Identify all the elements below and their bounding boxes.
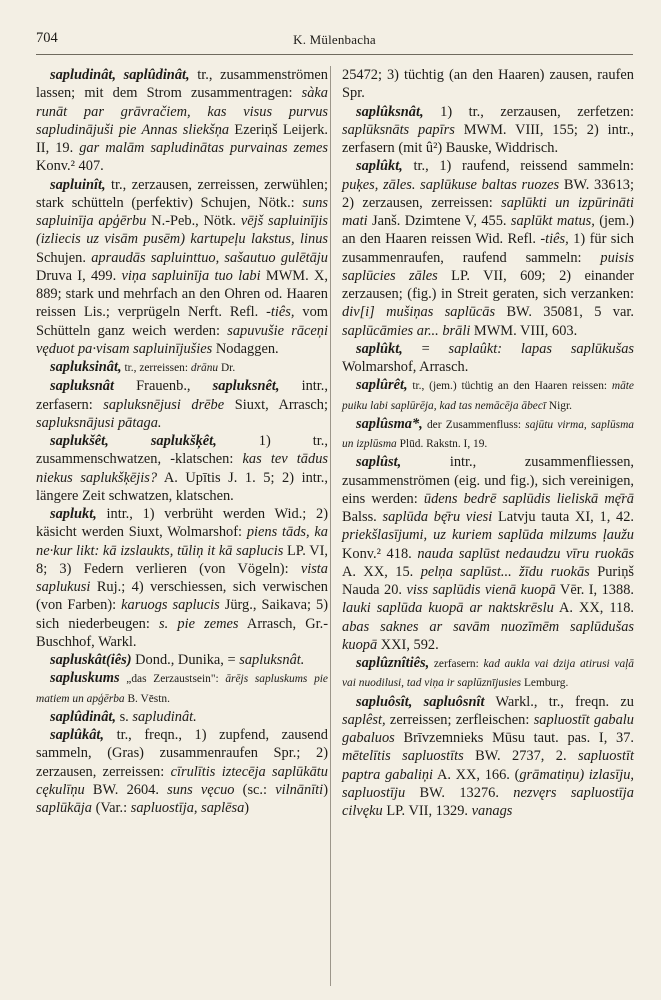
source-ref: BW. 35081, 5 var. (495, 304, 634, 321)
definition-text: intr., zusammenfliessen, zusammenströmen (eig. und fig.), sich vereinigen, eins werden: (342, 454, 634, 507)
column-divider (330, 66, 331, 986)
example-text: grāmatiņu) izlasīju, sapluostīju (342, 766, 634, 801)
source-ref: Schujen. (36, 249, 92, 266)
example-text: mētelītis sapluostīts (342, 748, 464, 765)
dictionary-entry (36, 432, 328, 505)
dictionary-entry (36, 726, 328, 817)
headword: saplûksnât, (356, 103, 424, 120)
definition-text: ) (323, 781, 328, 798)
headword: sapluskums (50, 670, 120, 687)
example-text: māte puiku labi saplūrēja, kad tas nemācēja ābecī (342, 380, 634, 412)
headword: saplûkt, (356, 158, 403, 175)
definition-text: tr., zusammenströmen lassen; mit dem Strom zusammentragen: (36, 67, 328, 102)
definition-text: (sc.: (234, 781, 276, 798)
right-column (342, 66, 634, 820)
source-ref: Siuxt, Arrasch; (224, 396, 328, 413)
example-text: gar malām sapludinātas purvainas zemes (79, 140, 328, 156)
definition-text: zerfasern: (429, 658, 484, 670)
headword: sapludinât, (50, 67, 116, 83)
example-text: nezvęrs sapluostīja cilvęku (342, 784, 634, 819)
dictionary-entry (342, 654, 634, 693)
example-text: suns sapluinīja apģērbu (36, 194, 328, 229)
source-ref: Latvju tauta XI, 1, 42. (492, 509, 634, 525)
page-number: 704 (36, 30, 58, 46)
example-text: karuogs saplucis (121, 597, 220, 614)
source-ref: Konv.² 418. (342, 545, 418, 562)
dictionary-entry-continued (342, 66, 634, 103)
definition-text: 25472; 3) tüchtig (an den Haaren) zausen, raufen Spr. (342, 67, 634, 102)
source-ref: Dr. (218, 362, 236, 374)
example-text: saplêst, (342, 711, 386, 728)
definition-text: MWM. X, 889; stark und mehrfach an den Ohren od. Haaren reissen Lis.; verprügeln Nerft. Refl. (36, 267, 328, 321)
dictionary-entry (36, 669, 328, 708)
source-ref: Dond., Dunika, = (131, 652, 240, 668)
example-text: puisis saplūcies zāles (342, 249, 634, 284)
source-ref: N.-Peb., Nötk. (146, 213, 241, 229)
definition-text: tr., (jem.) tüchtig an den Haaren reissen: (407, 380, 612, 393)
source-ref: Ezeriņš Leijerk. II, 19. (36, 121, 328, 156)
example-text: sapluksnât. (239, 652, 305, 668)
headword-variant: sapluksnêt, (212, 378, 280, 395)
left-column (36, 66, 328, 817)
definition-text: ) (244, 800, 250, 816)
source-ref: Balss. (342, 509, 383, 525)
definition-text: 1) tr., zerzausen, zerfetzen: (423, 103, 634, 120)
example-text: sapluostīt paptra gabaliņi (342, 748, 634, 783)
dictionary-entry (342, 453, 634, 654)
header-rule (36, 54, 633, 55)
definition-text: intr., zerfasern: (36, 378, 328, 413)
example-text: viss saplūdis vienā kuopā (406, 582, 556, 598)
headword: saplûrêt, (356, 377, 408, 394)
example-text: ārējs sapluskums pie matiem un apģērba (36, 673, 328, 705)
definition-text: „das Zerzaustsein": (119, 673, 226, 686)
example-text: saplūkt matus, (510, 213, 595, 229)
example-text: vanags (471, 803, 513, 819)
example-text: vējš sapluinījis (izliecis uz visām pusēm) kartupeļu lakstus, linus (36, 213, 328, 248)
example-text: suns vęcuo (167, 781, 235, 798)
headword-variant: sapluôsnît (423, 693, 485, 710)
source-ref: BW. 2604. (84, 781, 168, 798)
definition-text: LP. VI, 8; 3) Federn verlieren (von Vögeln): (36, 542, 329, 577)
source-ref: Arrasch, Gr.-Buschhof, Warkl. (36, 615, 329, 650)
headword: saplûdinât, (50, 708, 116, 725)
definition-text: der Zusammenfluss: (422, 418, 526, 431)
source-ref: MWM. VIII, 155; 2) intr., zerfasern (mit û²) Bauske, Widdrisch. (342, 121, 635, 156)
definition-text: BW. 33613; 2) zerzausen, zerreissen: (342, 176, 634, 211)
dictionary-entry (36, 651, 328, 669)
definition-text: s. (115, 708, 133, 725)
source-ref: A. XX, 166. ( (433, 766, 520, 783)
example-text: sajūtu virma, saplūsma un izplūsma (342, 418, 634, 450)
dictionary-entry (342, 693, 634, 821)
headword: sapluksnât (50, 378, 114, 395)
source-ref: Lemburg. (521, 677, 569, 690)
example-text: sapludinât. (132, 708, 197, 725)
source-ref: A. XX, 15. (342, 563, 421, 580)
headword-variant: saplukšķêt, (150, 433, 217, 449)
source-ref: BW. 13276. (405, 784, 514, 801)
example-text: -tiês, (540, 231, 569, 248)
headword: sapluinît, (50, 176, 106, 193)
example-text: cīrulītis iztecēja saplūkātu cękulīņu (36, 763, 328, 798)
example-text: kad aukla vai dzija atirusi vaļā vai nuodilusi, tad viņa ir saplūznījusies (342, 658, 634, 690)
definition-text: tr., zerzausen, zerreissen, zerwühlen; stark schütteln (perfektiv) Schujen, Nötk.: (36, 176, 328, 211)
example-text: div[i] mušiņas saplūcās (342, 304, 496, 321)
dictionary-entry (342, 157, 634, 340)
headword: saplûznîtiês, (356, 655, 430, 671)
definition-text: = (402, 340, 449, 357)
example-text: lauki saplūda kuopā ar naktskrēslu (342, 600, 554, 617)
headword: saplukt, (50, 506, 97, 522)
source-ref: Nodaggen. (212, 340, 279, 357)
source-ref: B. Vēstn. (124, 692, 170, 705)
headword: saplûst, (356, 454, 402, 471)
example-text: drānu (190, 362, 219, 374)
dictionary-entry (36, 377, 328, 432)
source-ref: Puriņš Nauda 20. (342, 563, 634, 598)
source-ref: BW. 2737, 2. (463, 748, 579, 765)
definition-text: (jem.) an den Haaren reissen Wid. Refl. (342, 213, 634, 248)
source-ref: Brīvzemnieks Mūsu taut. pas. I, 37. (394, 730, 634, 746)
source-ref: Plūd. Rakstn. I, 19. (396, 438, 488, 450)
page-header (36, 28, 633, 50)
example-text: vilnānīti (275, 781, 324, 798)
example-text: ūdens bedrē saplūdis lieliskā mę̄rā (423, 490, 634, 507)
example-text: puķes, zāles. saplūkuse baltas ruozes (342, 176, 560, 193)
example-text: piens tāds, ka ne·kur likt: kā izslaukts, tūliņ it kā saplucis (36, 524, 328, 559)
example-text: saplūkti un izpūrināti mati (342, 194, 634, 229)
dictionary-entry (36, 176, 328, 359)
running-head: K. Mülenbacha (293, 32, 376, 47)
example-text: -tiês, (266, 304, 295, 321)
definition-text: tr., zerreissen: (121, 362, 191, 374)
definition-text: tr., 1) raufend, reissend sammeln: (402, 158, 634, 175)
source-ref: A. XX, 118. (553, 600, 634, 617)
example-text: saplūksnāts papīrs (342, 121, 455, 138)
source-ref: Janš. Dzimtene V, 455. (367, 213, 511, 229)
headword: sapluôsît, (356, 693, 413, 710)
headword: saplûsma*, (356, 415, 423, 432)
example-text: sapluostīt gabalu gabaluos (342, 711, 634, 746)
example-text: vista saplukusi (36, 560, 328, 595)
definition-text: vom Schütteln ganz weich werden: (36, 304, 328, 339)
source-ref: Druva I, 499. (36, 267, 122, 284)
headword: sapluskât(iês) (50, 652, 132, 668)
definition-text: intr., 1) verbrüht werden Wid.; 2) käsicht werden Siuxt, Wolmarshof: (36, 506, 328, 541)
headword-variant: saplûdinât, (123, 67, 190, 83)
definition-text: Ruj.; 4) verschiessen, sich verwischen (von Farben): (36, 579, 328, 614)
example-text: sapluostīja, saplēsa (130, 800, 245, 816)
dictionary-entry (36, 708, 328, 726)
definition-text: 1) für sich zusammenraufen, raufend sammeln: (342, 231, 634, 266)
source-ref: XXI, 592. (377, 636, 439, 653)
example-text: apraudās sapluinttuo, sašautuo gulētāju (91, 249, 328, 266)
source-ref: Nigr. (546, 399, 572, 412)
example-text: saplūcāmies ar... brāli (342, 322, 471, 339)
dictionary-entry (36, 66, 328, 176)
example-text: kas tev tādus niekus saplukšķējis? (36, 451, 328, 486)
definition-text: Warkl., tr., freqn. zu (484, 693, 634, 710)
example-text: sapuvušie rāceņi vęduot pa·visam sapluinījušies (36, 322, 329, 357)
example-text: abas saknes ar savām nuozīmēm saplūdušas kuopā (342, 618, 634, 653)
example-text: sapluksnējusi drēbe (103, 396, 225, 413)
example-text: sàka runāt par grāvračiem, kas visus purvus sapludinājuši pie Annas sliekšņa (36, 85, 328, 138)
definition-text: LP. VII, 609; 2) einander zerzausen; (fig.) in Streit geraten, sich verzanken: (342, 267, 634, 302)
example-text: saplaûkt: lapas saplūkušas (448, 340, 634, 357)
headword: sapluksinât, (50, 359, 122, 375)
example-text: saplūda bę̄ru viesi (382, 509, 493, 525)
example-text: s. pie zemes (159, 615, 239, 632)
dictionary-entry (342, 376, 634, 415)
example-text: saplūkāja (36, 800, 92, 816)
dictionary-entry (342, 415, 634, 454)
example-text: nauda saplūst nedaudzu vīru ruokās (417, 545, 634, 562)
definition-text: A. Upītis J. 1. 5; 2) intr., längere Zeit schwatzen, klatschen. (36, 469, 328, 504)
example-text: viņa sapluinīja tuo labi (121, 267, 261, 284)
definition-text: tr., freqn., 1) zupfend, zausend sammeln, (Gras) zusammenraufen Spr.; 2) zerzausen, zerreissen: (36, 727, 328, 780)
definition-text: Jürg., Saikava; 5) sich niederbeugen: (36, 597, 329, 632)
source-ref: Konv.² 407. (36, 158, 104, 175)
example-text: sapluksnājusi pātaga. (36, 414, 162, 431)
definition-text: 1) tr., zusammenschwatzen, -klatschen: (36, 433, 328, 468)
example-text: pelņa saplūst... žīdu ruokās (420, 563, 590, 580)
definition-text: zerreissen; zerfleischen: (385, 711, 534, 728)
source-ref: LP. VII, 1329. (382, 803, 472, 819)
source-ref: Wolmarshof, Arrasch. (342, 359, 469, 375)
source-ref: Vēr. I, 1388. (555, 582, 634, 598)
definition-text: (Var.: (91, 800, 131, 816)
dictionary-entry (36, 505, 328, 651)
headword: saplûkt, (356, 340, 403, 357)
source-ref: Frauenb., (114, 378, 213, 395)
dictionary-entry (342, 340, 634, 377)
dictionary-entry (342, 103, 634, 158)
example-text: priekšlasījumi, uz kuriem saplūda milzums ļaužu (342, 527, 634, 544)
dictionary-entry (36, 358, 328, 377)
source-ref: MWM. VIII, 603. (470, 322, 578, 339)
headword: saplukšêt, (50, 433, 109, 449)
headword: saplûkât, (50, 727, 104, 743)
